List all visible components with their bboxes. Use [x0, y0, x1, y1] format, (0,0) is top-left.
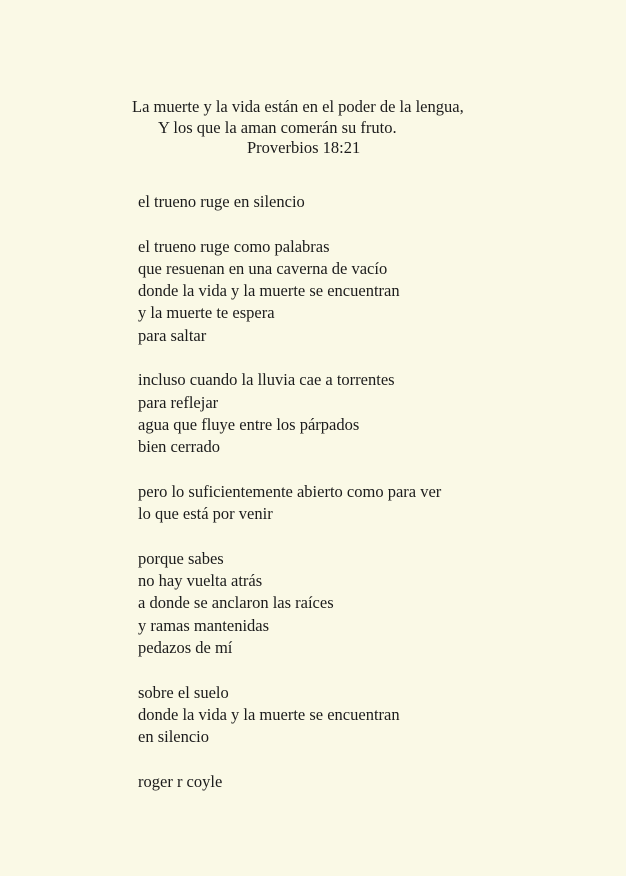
poem-line: sobre el suelo — [138, 682, 229, 702]
poem-line: agua que fluye entre los párpados — [138, 414, 360, 434]
epigraph-verse-reference: Proverbios 18:21 — [247, 138, 361, 157]
poem-line: no hay vuelta atrás — [138, 571, 263, 591]
poem-line: que resuenan en una caverna de vacío — [138, 258, 388, 278]
poem-line: en silencio — [138, 727, 210, 747]
poem-line: y ramas mantenidas — [138, 615, 270, 635]
poem-stanza — [138, 682, 441, 749]
poem-stanza — [138, 481, 441, 526]
poem-stanza — [138, 369, 441, 458]
poem-stanzas — [138, 191, 441, 748]
epigraph-line: Y los que la aman comerán su fruto. — [158, 117, 397, 137]
poem-line: para saltar — [138, 325, 207, 345]
poem-stanza — [138, 236, 441, 347]
poem-line: lo que está por venir — [138, 504, 273, 524]
poem-line: incluso cuando la lluvia cae a torrentes — [138, 370, 395, 390]
epigraph — [0, 97, 464, 159]
poem-line: a donde se anclaron las raíces — [138, 593, 334, 613]
poem-line: porque sabes — [138, 548, 224, 568]
poem-line: y la muerte te espera — [138, 303, 275, 323]
poem-line: el trueno ruge como palabras — [138, 236, 330, 256]
poem-line: donde la vida y la muerte se encuentran — [138, 281, 400, 301]
poem-line: para reflejar — [138, 392, 219, 412]
poem-stanza — [138, 548, 441, 659]
poem-line: pero lo suficientemente abierto como para ver — [138, 481, 442, 501]
epigraph-line: La muerte y la vida están en el poder de la lengua, — [132, 97, 464, 116]
poem-line: bien cerrado — [138, 437, 220, 457]
poem-line: pedazos de mí — [138, 637, 233, 657]
author-signature: roger r coyle — [138, 771, 223, 791]
poem-stanza — [138, 191, 441, 213]
poem-line: el trueno ruge en silencio — [138, 192, 305, 211]
poem-body — [138, 191, 441, 793]
poem-line: donde la vida y la muerte se encuentran — [138, 704, 400, 724]
